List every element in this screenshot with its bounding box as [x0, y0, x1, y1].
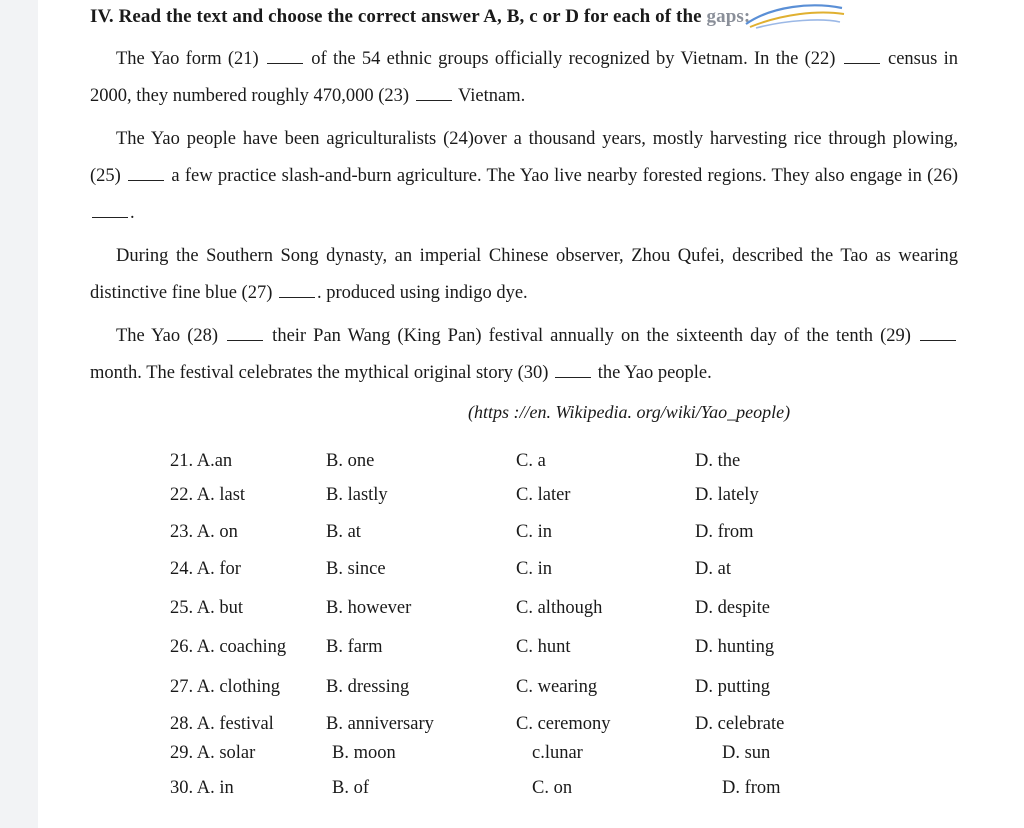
- option-27-c[interactable]: C. wearing: [516, 677, 598, 697]
- p4-text-1: The Yao (28): [116, 326, 226, 346]
- gap-28[interactable]: [227, 326, 263, 341]
- option-21-a[interactable]: 21. A.an: [170, 451, 233, 471]
- option-22-b[interactable]: B. lastly: [326, 485, 388, 505]
- paragraph-2: [90, 121, 958, 232]
- gap-27[interactable]: [279, 283, 315, 298]
- option-30-c[interactable]: C. on: [532, 778, 573, 798]
- option-28-a[interactable]: 28. A. festival: [170, 714, 274, 734]
- gap-29[interactable]: [920, 326, 956, 341]
- option-29-a[interactable]: 29. A. solar: [170, 743, 256, 763]
- option-23-a[interactable]: 23. A. on: [170, 522, 238, 542]
- option-26-a[interactable]: 26. A. coaching: [170, 637, 287, 657]
- exercise-heading: [90, 6, 750, 28]
- gap-30[interactable]: [555, 363, 591, 378]
- option-28-c[interactable]: C. ceremony: [516, 714, 611, 734]
- option-30-d[interactable]: D. from: [722, 778, 781, 798]
- p1-text-2: of the 54 ethnic groups officially recognized by Vietnam. In the (22): [305, 49, 842, 69]
- gap-23[interactable]: [416, 86, 452, 101]
- option-21-b[interactable]: B. one: [326, 451, 375, 471]
- option-26-b[interactable]: B. farm: [326, 637, 383, 657]
- p4-text-4: the Yao people.: [593, 363, 712, 383]
- option-22-d[interactable]: D. lately: [695, 485, 759, 505]
- option-22-c[interactable]: C. later: [516, 485, 571, 505]
- heading-text: IV. Read the text and choose the correct answer A, B, c or D for each of the: [90, 6, 702, 27]
- gap-25[interactable]: [128, 166, 164, 181]
- option-24-b[interactable]: B. since: [326, 559, 386, 579]
- p3-text-2: . produced using indigo dye.: [317, 283, 528, 303]
- gap-26[interactable]: [92, 203, 128, 218]
- option-24-d[interactable]: D. at: [695, 559, 731, 579]
- gap-22[interactable]: [844, 49, 880, 64]
- gap-21[interactable]: [267, 49, 303, 64]
- option-25-d[interactable]: D. despite: [695, 598, 771, 618]
- p4-text-2: their Pan Wang (King Pan) festival annually on the sixteenth day of the tenth (29): [265, 326, 918, 346]
- p2-text-3: .: [130, 203, 135, 223]
- p1-text-3: census in 2000, they numbered roughly 470,000 (23): [90, 49, 958, 106]
- paragraph-3: [90, 238, 958, 312]
- option-27-a[interactable]: 27. A. clothing: [170, 677, 280, 697]
- option-23-d[interactable]: D. from: [695, 522, 754, 542]
- option-22-a[interactable]: 22. A. last: [170, 485, 246, 505]
- option-25-c[interactable]: C. although: [516, 598, 603, 618]
- option-24-c[interactable]: C. in: [516, 559, 552, 579]
- p1-text-1: The Yao form (21): [116, 49, 265, 69]
- option-29-d[interactable]: D. sun: [722, 743, 771, 763]
- option-28-d[interactable]: D. celebrate: [695, 714, 785, 734]
- p2-text-2: a few practice slash-and-burn agriculture. The Yao live nearby forested regions. They also engage in (26): [166, 166, 958, 186]
- option-29-b[interactable]: B. moon: [332, 743, 396, 763]
- p4-text-3: month. The festival celebrates the mythical original story (30): [90, 363, 554, 383]
- paragraph-1: [90, 41, 958, 115]
- option-28-b[interactable]: B. anniversary: [326, 714, 434, 734]
- option-23-c[interactable]: C. in: [516, 522, 552, 542]
- option-27-b[interactable]: B. dressing: [326, 677, 410, 697]
- option-30-b[interactable]: B. of: [332, 778, 369, 798]
- p3-text-1: During the Southern Song dynasty, an imperial Chinese observer, Zhou Qufei, described the Tao as wearing distinctive fine blue (27): [90, 246, 958, 303]
- option-26-c[interactable]: C. hunt: [516, 637, 571, 657]
- option-26-d[interactable]: D. hunting: [695, 637, 775, 657]
- source-citation: (https ://en. Wikipedia. org/wiki/Yao_people): [468, 402, 791, 422]
- paragraph-4: [90, 318, 958, 392]
- option-21-c[interactable]: C. a: [516, 451, 546, 471]
- option-29-c[interactable]: c.lunar: [532, 743, 583, 763]
- option-21-d[interactable]: D. the: [695, 451, 741, 471]
- option-25-b[interactable]: B. however: [326, 598, 412, 618]
- option-30-a[interactable]: 30. A. in: [170, 778, 234, 798]
- option-23-b[interactable]: B. at: [326, 522, 361, 542]
- worksheet-page: [38, 0, 1024, 828]
- option-27-d[interactable]: D. putting: [695, 677, 771, 697]
- option-25-a[interactable]: 25. A. but: [170, 598, 243, 618]
- scribble-mark-icon: [742, 0, 846, 30]
- p1-text-4: Vietnam.: [453, 86, 526, 106]
- heading-tail: gaps:: [706, 6, 751, 27]
- option-24-a[interactable]: 24. A. for: [170, 559, 241, 579]
- p2-text-1: The Yao people have been agriculturalists (24)over a thousand years, mostly harvesting rice through plowing, (25): [90, 129, 958, 186]
